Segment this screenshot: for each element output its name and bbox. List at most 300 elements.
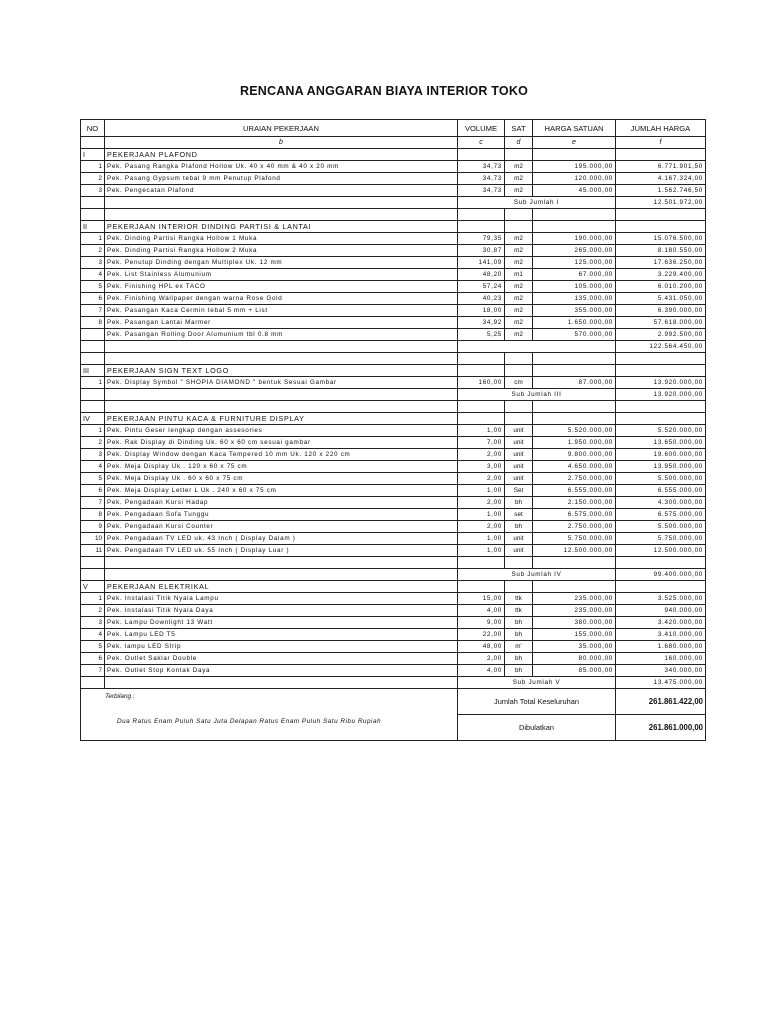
item-volume: 3,00 [458,461,505,473]
section-title: PEKERJAAN SIGN TEXT LOGO [105,365,458,377]
item-total: 4.167.324,00 [616,173,706,185]
item-description: Pek. Pengadaan TV LED uk. 43 Inch ( Display Dalam ) [105,533,458,545]
item-row [81,173,706,185]
header-volume: VOLUME [458,120,505,137]
item-total: 5.500.000,00 [616,473,706,485]
item-number: 11 [81,545,105,557]
item-number: 4 [81,629,105,641]
item-volume: 22,00 [458,629,505,641]
item-volume: 2,00 [458,449,505,461]
item-unit: bh [505,665,533,677]
item-unit: m1 [505,269,533,281]
item-row [81,245,706,257]
item-unit: cm [505,377,533,389]
letter-b: b [105,137,458,149]
subtotal-value: 13.475.000,00 [616,677,706,689]
item-number: 1 [81,377,105,389]
item-unit-price: 85.000,00 [533,665,616,677]
item-volume: 40,23 [458,293,505,305]
item-unit-price: 2.150.000,00 [533,497,616,509]
section-header-row [81,413,706,425]
item-number: 2 [81,605,105,617]
item-unit: m2 [505,329,533,341]
item-unit-price: 355.000,00 [533,305,616,317]
item-row [81,161,706,173]
blank-cell [616,221,706,233]
item-volume: 160,00 [458,377,505,389]
item-unit-price: 45.000,00 [533,185,616,197]
item-unit-price: 87.000,00 [533,377,616,389]
subtotal-row [81,569,706,581]
item-row [81,605,706,617]
section-header-row [81,149,706,161]
blank-cell [458,221,505,233]
blank-cell [533,149,616,161]
item-volume: 34,73 [458,185,505,197]
blank-cell [533,401,616,413]
item-total: 12.500.000,00 [616,545,706,557]
blank-cell [81,401,105,413]
section-number: II [81,221,105,233]
item-number: 10 [81,533,105,545]
blank-cell [81,341,105,353]
item-total: 13.650.000,00 [616,437,706,449]
subtotal-value: 122.564.450,00 [616,341,706,353]
item-row [81,377,706,389]
item-total: 17.636.250,00 [616,257,706,269]
item-row [81,617,706,629]
blank-row [81,209,706,221]
blank-cell [533,221,616,233]
item-volume: 4,00 [458,605,505,617]
section-title: PEKERJAAN PLAFOND [105,149,458,161]
item-total: 3.525.000,00 [616,593,706,605]
section-title: PEKERJAAN PINTU KACA & FURNITURE DISPLAY [105,413,458,425]
item-row [81,293,706,305]
item-row [81,449,706,461]
blank-cell [533,581,616,593]
blank-cell [616,365,706,377]
item-number: 6 [81,293,105,305]
item-unit-price: 5.750.000,00 [533,533,616,545]
grand-total-value: 261.861.422,00 [616,689,706,715]
item-unit-price: 2.750.000,00 [533,473,616,485]
item-number: 1 [81,233,105,245]
item-unit-price: 235.000,00 [533,593,616,605]
item-total: 4.300.000,00 [616,497,706,509]
column-letter-row [81,137,706,149]
item-total: 6.010.200,00 [616,281,706,293]
item-total: 3.420.000,00 [616,617,706,629]
item-total: 13.950.000,00 [616,461,706,473]
item-volume: 2,00 [458,497,505,509]
item-volume: 7,00 [458,437,505,449]
item-description: Pek. Outlet Saklar Double [105,653,458,665]
blank-cell [458,209,505,221]
terbilang-cell [81,689,458,741]
section-header-row [81,365,706,377]
blank-cell [505,149,533,161]
item-unit-price: 6.575.000,00 [533,509,616,521]
item-description: Pek. Meja Display Uk . 120 x 60 x 75 cm [105,461,458,473]
blank-cell [105,677,458,689]
item-description: Pek. Pasangan Rolling Door Alumunium tbl 0.8 mm [105,329,458,341]
item-unit: m2 [505,317,533,329]
subtotal-row [81,677,706,689]
item-volume: 2,00 [458,473,505,485]
item-unit: m2 [505,281,533,293]
item-volume: 79,35 [458,233,505,245]
item-volume: 34,73 [458,161,505,173]
rounded-total-value: 261.861.000,00 [616,715,706,741]
item-row [81,281,706,293]
item-description: Pek. lampu LED Strip [105,641,458,653]
item-number: 3 [81,617,105,629]
item-description: Pek. Pengadaan Kursi Hadap [105,497,458,509]
item-total: 13.920.000,00 [616,377,706,389]
terbilang-label: Terbilang : [105,693,135,700]
blank-cell [81,557,105,569]
header-uraian: URAIAN PEKERJAAN [105,120,458,137]
item-description: Pek. Pintu Geser lengkap dengan assesories [105,425,458,437]
blank-cell [105,557,458,569]
header-no: NO [81,120,105,137]
item-description: Pek. Meja Display Letter L Uk . 240 x 60 x 75 cm [105,485,458,497]
item-number: 7 [81,497,105,509]
item-row [81,185,706,197]
item-unit-price: 9.800.000,00 [533,449,616,461]
item-volume: 1,00 [458,545,505,557]
item-number [81,329,105,341]
item-total: 6.575.000,00 [616,509,706,521]
blank-cell [616,401,706,413]
blank-row [81,353,706,365]
item-unit: bh [505,617,533,629]
item-row [81,593,706,605]
letter-f: f [616,137,706,149]
blank-cell [81,197,105,209]
item-description: Pek. Lampu LED T5 [105,629,458,641]
blank-cell [81,209,105,221]
blank-cell [533,413,616,425]
section-title: PEKERJAAN ELEKTRIKAL [105,581,458,593]
item-unit: Set [505,485,533,497]
item-unit-price: 5.520.000,00 [533,425,616,437]
item-row [81,521,706,533]
item-unit-price: 125.000,00 [533,257,616,269]
item-row [81,497,706,509]
item-description: Pek. Dinding Partisi Rangka Hollow 2 Muka [105,245,458,257]
item-row [81,437,706,449]
item-total: 6.390.000,00 [616,305,706,317]
item-volume: 9,00 [458,617,505,629]
item-unit-price: 265.000,00 [533,245,616,257]
header-harga-satuan: HARGA SATUAN [533,120,616,137]
item-number: 3 [81,185,105,197]
item-number: 3 [81,257,105,269]
item-description: Pek. Finishing HPL ex TACO [105,281,458,293]
item-description: Pek. Finishing Wallpaper dengan warna Rose Gold [105,293,458,305]
item-row [81,665,706,677]
item-total: 940.000,00 [616,605,706,617]
blank-cell [458,365,505,377]
blank-row [81,557,706,569]
blank-cell [616,149,706,161]
item-number: 4 [81,269,105,281]
item-description: Pek. Pasang Rangka Plafond Hollow Uk. 40 x 40 mm & 40 x 20 mm [105,161,458,173]
header-jumlah-harga: JUMLAH HARGA [616,120,706,137]
subtotal-row [81,389,706,401]
item-number: 4 [81,461,105,473]
item-description: Pek. Display Symbol " SHOPIA DIAMOND " bentuk Sesuai Gambar [105,377,458,389]
table-header-row [81,120,706,137]
item-description: Pek. Pengecatan Plafond [105,185,458,197]
item-row [81,461,706,473]
item-unit-price: 235.000,00 [533,605,616,617]
item-unit: ttk [505,593,533,605]
item-unit: unit [505,425,533,437]
item-unit: m2 [505,173,533,185]
item-total: 1.680.000,00 [616,641,706,653]
item-unit-price: 105.000,00 [533,281,616,293]
section-title: PEKERJAAN INTERIOR DINDING PARTISI & LANTAI [105,221,458,233]
item-description: Pek. Pengadaan Sofa Tunggu [105,509,458,521]
section-number: I [81,149,105,161]
grand-total-label: Jumlah Total Keseluruhan [458,689,616,715]
blank-row [81,401,706,413]
document-title: RENCANA ANGGARAN BIAYA INTERIOR TOKO [239,84,528,98]
item-unit-price: 1.950.000,00 [533,437,616,449]
item-unit-price: 380.000,00 [533,617,616,629]
blank-cell [616,581,706,593]
item-volume: 2,00 [458,521,505,533]
item-unit: bh [505,629,533,641]
item-volume: 1,00 [458,533,505,545]
item-volume: 18,00 [458,305,505,317]
blank-cell [505,401,533,413]
blank-cell [616,557,706,569]
blank-cell [105,353,458,365]
subtotal-value: 99.400.000,00 [616,569,706,581]
item-volume: 15,00 [458,593,505,605]
item-description: Pek. Pasangan Kaca Cermin tebal 5 mm + List [105,305,458,317]
item-unit: m2 [505,233,533,245]
letter-c: c [458,137,505,149]
item-unit: unit [505,437,533,449]
item-unit-price: 120.000,00 [533,173,616,185]
item-volume: 141,09 [458,257,505,269]
blank-cell [458,413,505,425]
item-row [81,305,706,317]
blank-cell [458,401,505,413]
item-description: Pek. Dinding Partisi Rangka Hollow 1 Muka [105,233,458,245]
item-description: Pek. Meja Display Uk . 60 x 60 x 75 cm [105,473,458,485]
item-unit: ttk [505,605,533,617]
item-total: 5.431.050,00 [616,293,706,305]
blank-cell [505,209,533,221]
item-total: 3.229.400,00 [616,269,706,281]
item-number: 5 [81,641,105,653]
item-description: Pek. Display Window dengan Kaca Tempered 10 mm Uk. 120 x 220 cm [105,449,458,461]
grand-total-row [81,689,706,715]
item-unit-price: 2.750.000,00 [533,521,616,533]
blank-cell [505,557,533,569]
subtotal-row [81,197,706,209]
subtotal-label: Sub Jumlah IV [458,569,616,581]
letter-empty [81,137,105,149]
item-unit: m2 [505,257,533,269]
section-number: III [81,365,105,377]
item-row [81,317,706,329]
item-row [81,545,706,557]
blank-cell [105,197,458,209]
item-number: 1 [81,161,105,173]
blank-cell [533,353,616,365]
blank-cell [105,389,458,401]
item-number: 7 [81,305,105,317]
subtotal-label: Sub Jumlah V [458,677,616,689]
item-description: Pek. Instalasi Titik Nyala Lampu [105,593,458,605]
blank-cell [533,557,616,569]
item-total: 6.555.000,00 [616,485,706,497]
item-number: 7 [81,665,105,677]
blank-cell [616,413,706,425]
item-row [81,269,706,281]
item-number: 1 [81,425,105,437]
item-number: 6 [81,653,105,665]
item-unit: unit [505,461,533,473]
item-number: 9 [81,521,105,533]
item-unit-price: 1.650.000,00 [533,317,616,329]
item-unit-price: 4.650.000,00 [533,461,616,473]
item-total: 5.520.000,00 [616,425,706,437]
item-volume: 1,00 [458,425,505,437]
item-total: 5.500.000,00 [616,521,706,533]
item-unit: unit [505,449,533,461]
item-unit: m2 [505,245,533,257]
blank-cell [105,209,458,221]
letter-d: d [505,137,533,149]
item-unit-price: 195.000,00 [533,161,616,173]
item-unit-price: 12.500.000,00 [533,545,616,557]
blank-cell [81,677,105,689]
blank-cell [81,389,105,401]
item-unit: bh [505,497,533,509]
item-total: 340.000,00 [616,665,706,677]
item-volume: 5,25 [458,329,505,341]
item-description: Pek. List Stainless Alumunium [105,269,458,281]
item-row [81,641,706,653]
item-volume: 4,00 [458,665,505,677]
item-unit-price: 35.000,00 [533,641,616,653]
item-row [81,425,706,437]
item-unit: unit [505,473,533,485]
item-description: Pek. Pasangan Lantai Marmer [105,317,458,329]
blank-cell [81,569,105,581]
blank-cell [505,365,533,377]
item-number: 8 [81,317,105,329]
item-description: Pek. Pengadaan Kursi Counter [105,521,458,533]
item-unit: unit [505,533,533,545]
blank-cell [105,401,458,413]
item-total: 19.600.000,00 [616,449,706,461]
item-description: Pek. Pasang Gypsum tebal 9 mm Penutup Plafond [105,173,458,185]
blank-cell [533,209,616,221]
item-total: 15.076.500,00 [616,233,706,245]
item-row [81,233,706,245]
item-number: 1 [81,593,105,605]
blank-cell [458,149,505,161]
letter-e: e [533,137,616,149]
terbilang-text: Dua Ratus Enam Puluh Satu Juta Delapan Ratus Enam Puluh Satu Ribu Rupiah [117,718,382,725]
header-sat: SAT [505,120,533,137]
blank-cell [81,353,105,365]
item-unit: bh [505,653,533,665]
item-description: Pek. Rak Display di Dinding Uk. 60 x 60 cm sesuai gambar [105,437,458,449]
item-unit: m2 [505,185,533,197]
item-row [81,473,706,485]
subtotal-label: Sub Jumlah I [458,197,616,209]
item-row [81,629,706,641]
item-row [81,509,706,521]
blank-cell [616,353,706,365]
item-unit-price: 135.000,00 [533,293,616,305]
item-description: Pek. Lampu Downlight 13 Watt [105,617,458,629]
budget-table [80,119,706,741]
item-total: 6.771.901,50 [616,161,706,173]
blank-cell [458,557,505,569]
item-row [81,329,706,341]
item-row [81,485,706,497]
rounded-total-label: Dibulatkan [458,715,616,741]
item-total: 1.562.746,50 [616,185,706,197]
item-volume: 30,87 [458,245,505,257]
blank-cell [616,209,706,221]
item-row [81,653,706,665]
blank-cell [105,341,458,353]
item-description: Pek. Instalasi Titik Nyala Daya [105,605,458,617]
item-number: 5 [81,281,105,293]
item-row [81,257,706,269]
subtotal-value: 13.920.000,00 [616,389,706,401]
item-unit: m2 [505,293,533,305]
item-number: 2 [81,437,105,449]
item-number: 8 [81,509,105,521]
blank-cell [505,413,533,425]
item-description: Pek. Penutup Dinding dengan Multiplex Uk. 12 mm [105,257,458,269]
item-unit: unit [505,545,533,557]
item-unit: m2 [505,161,533,173]
item-unit: set [505,509,533,521]
item-number: 6 [81,485,105,497]
item-unit-price: 6.555.000,00 [533,485,616,497]
subtotal-value: 12.501.972,00 [616,197,706,209]
item-total: 8.180.550,00 [616,245,706,257]
item-unit-price: 80.000,00 [533,653,616,665]
blank-cell [505,353,533,365]
item-unit: m' [505,641,533,653]
subtotal-label [458,341,616,353]
item-total: 160.000,00 [616,653,706,665]
item-number: 2 [81,173,105,185]
item-unit-price: 190.000,00 [533,233,616,245]
subtotal-label: Sub Jumlah III [458,389,616,401]
item-unit: m2 [505,305,533,317]
blank-cell [458,353,505,365]
item-total: 5.750.000,00 [616,533,706,545]
blank-cell [505,581,533,593]
item-unit: bh [505,521,533,533]
